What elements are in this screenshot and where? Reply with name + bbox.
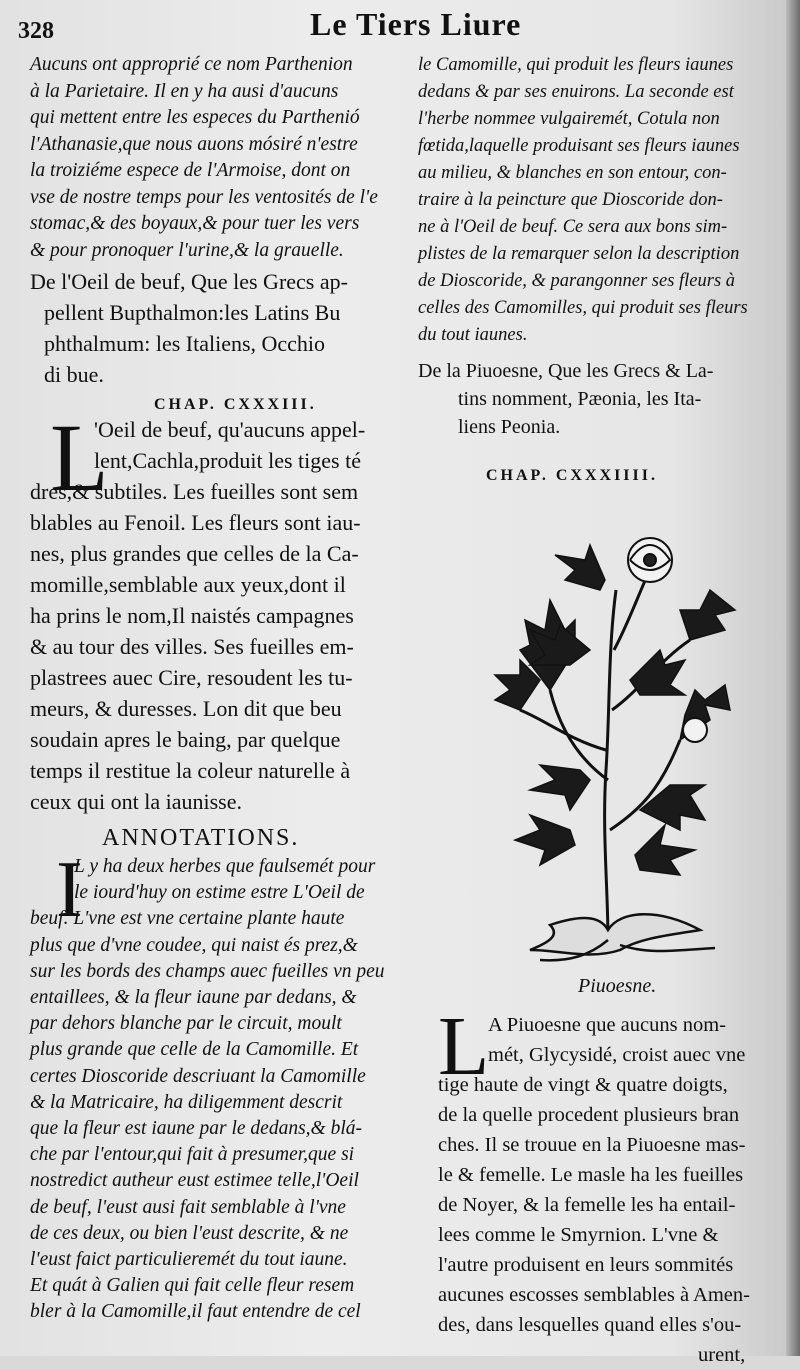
- annotations-text: [30, 846, 415, 1326]
- text-line: che par l'entour,qui fait à presumer,que si: [30, 1144, 355, 1166]
- text-line: l'eust faict particulieremét du tout iaune.: [30, 1249, 348, 1271]
- text-line: ne à l'Oeil de beuf. Ce sera aux bons sim-: [418, 217, 728, 237]
- figure-caption: Piuoesne.: [578, 975, 657, 997]
- text-line: nostredict autheur eust estimee telle,l'Oeil: [30, 1170, 359, 1192]
- text-line: lees comme le Smyrnion. L'vne &: [438, 1224, 719, 1246]
- text-line: par dehors blanche par le circuit, moult: [30, 1013, 342, 1035]
- title-line: pellent Bupthalmon:les Latins Bu: [44, 300, 341, 325]
- chapter-heading: CHAP. CXXXIIII.: [486, 467, 658, 484]
- text-line: temps il restitue la coleur naturelle à: [30, 758, 351, 783]
- section-title: [418, 357, 768, 441]
- text-line: la troiziéme espece de l'Armoise, dont on: [30, 160, 351, 181]
- text-line: sur les bords des champs auec fueilles vn peu: [30, 960, 385, 982]
- text-line: ches. Il se trouue en la Piuoesne mas-: [438, 1134, 746, 1156]
- text-line: qui mettent entre les especes du Parthenió: [30, 107, 360, 128]
- drop-cap: L: [438, 1000, 490, 1093]
- text-line: de Noyer, & la femelle les ha entail-: [438, 1194, 736, 1216]
- text-line: & pour pronoquer l'urine,& la grauelle.: [30, 239, 344, 261]
- intro-paragraph: [30, 52, 415, 264]
- text-line: le Camomille, qui produit les fleurs iaunes: [418, 55, 734, 75]
- right-chapter-text: [438, 1000, 778, 1370]
- text-line: aucunes escosses semblables à Amen-: [438, 1284, 750, 1306]
- text-line: le iourd'huy on estime estre L'Oeil de: [74, 882, 365, 904]
- text-line: nes, plus grandes que celles de la Ca-: [30, 541, 359, 566]
- text-line: & la Matricaire, ha diligemment descrit: [30, 1091, 343, 1113]
- text-line: plastrees auec Cire, resoudent les tu-: [30, 665, 353, 690]
- text-line: bler à la Camomille,il faut entendre de cel: [30, 1301, 361, 1323]
- running-title: Le Tiers Liure: [310, 6, 522, 42]
- text-line: des, dans lesquelles quand elles s'ou-: [438, 1314, 742, 1336]
- title-line: liens Peonia.: [458, 416, 561, 438]
- text-line: L y ha deux herbes que faulsemét pour: [74, 856, 376, 877]
- peony-woodcut-illustration: [490, 530, 750, 970]
- text-line: 'Oeil de beuf, qu'aucuns appel-: [94, 417, 366, 442]
- text-line: traire à la peincture que Dioscoride don-: [418, 190, 723, 210]
- text-line: plus grande que celle de la Camomille. Et: [30, 1039, 359, 1061]
- text-line: ceux qui ont la iaunisse.: [30, 789, 243, 814]
- chapter-heading: CHAP. CXXXIII.: [154, 396, 317, 413]
- left-column: [30, 52, 415, 1326]
- text-line: mét, Glycysidé, croist auec vne: [488, 1044, 746, 1066]
- text-line: soudain apres le baing, par quelque: [30, 727, 341, 752]
- page-edge-shadow: [786, 0, 800, 1356]
- text-line: momille,semblable aux yeux,dont il: [30, 572, 346, 597]
- text-line: plus que d'vne coudee, qui naist és prez,&: [30, 934, 358, 956]
- text-line: entaillees, & la fleur iaune par dedans, &: [30, 987, 357, 1009]
- text-line: de beuf, l'eust ausi fait semblable à l'vne: [30, 1196, 346, 1218]
- annotations-heading: ANNOTATIONS.: [102, 825, 300, 851]
- text-line: dres,& subtiles. Les fueilles sont sem: [30, 479, 359, 504]
- text-line: vse de nostre temps pour les ventosités de l'e: [30, 186, 378, 208]
- text-line: celles des Camomilles, qui produit ses fleurs: [418, 298, 748, 318]
- title-line: De l'Oeil de beuf, Que les Grecs ap-: [30, 269, 348, 294]
- text-line: blables au Fenoil. Les fleurs sont iau-: [30, 510, 361, 535]
- text-line: à la Parietaire. Il en y ha ausi d'aucuns: [30, 80, 339, 102]
- text-line: plistes de la remarquer selon la description: [418, 244, 740, 264]
- text-line: ha prins le nom,Il naistés campagnes: [30, 603, 354, 628]
- text-line: fœtida,laquelle produisant ses fleurs iaunes: [418, 136, 740, 156]
- text-line: Et quát à Galien qui fait celle fleur resem: [30, 1275, 355, 1297]
- text-line: l'autre produisent en leurs sommités: [438, 1254, 734, 1276]
- drop-cap: L: [50, 404, 109, 511]
- text-line: l'herbe nommee vulgairemét, Cotula non: [418, 109, 720, 129]
- text-line: stomac,& des boyaux,& pour tuer les vers: [30, 213, 360, 234]
- section-title: [30, 266, 415, 390]
- text-line: urent,: [698, 1344, 746, 1366]
- page-number: 328: [18, 18, 54, 44]
- text-line: le & femelle. Le masle ha les fueilles: [438, 1164, 744, 1186]
- continuation-paragraph: [418, 52, 768, 349]
- text-line: de Dioscoride, & parangonner ses fleurs à: [418, 271, 736, 291]
- text-line: de la quelle procedent plusieurs bran: [438, 1104, 740, 1126]
- text-line: Aucuns ont approprié ce nom Parthenion: [30, 54, 353, 75]
- text-line: meurs, & duresses. Lon dit que beu: [30, 696, 342, 721]
- text-line: que la fleur est iaune par le dedans,& blá-: [30, 1118, 362, 1140]
- text-line: dedans & par ses enuirons. La seconde est: [418, 82, 734, 102]
- title-line: phthalmum: les Italiens, Occhio: [44, 331, 326, 356]
- text-line: lent,Cachla,produit les tiges té: [94, 448, 361, 473]
- text-line: de ces deux, ou bien l'eust descrite, & ne: [30, 1222, 349, 1244]
- title-line: tins nomment, Pæonia, les Ita-: [458, 388, 702, 410]
- text-line: A Piuoesne que aucuns nom-: [488, 1014, 726, 1036]
- drop-cap: I: [56, 846, 83, 934]
- title-line: De la Piuoesne, Que les Grecs & La-: [418, 360, 714, 382]
- text-line: du tout iaunes.: [418, 325, 528, 345]
- text-line: l'Athanasie,que nous auons mósiré n'estre: [30, 133, 358, 155]
- page-header: [0, 6, 790, 46]
- title-line: di bue.: [44, 362, 104, 387]
- text-line: & au tour des villes. Ses fueilles em-: [30, 634, 354, 659]
- text-line: beuf. L'vne est vne certaine plante haute: [30, 908, 345, 930]
- right-column: [418, 52, 768, 485]
- text-line: certes Dioscoride descriuant la Camomille: [30, 1065, 366, 1087]
- text-line: au milieu, & blanches en son entour, con-: [418, 163, 727, 183]
- text-line: tige haute de vingt & quatre doigts,: [438, 1074, 728, 1096]
